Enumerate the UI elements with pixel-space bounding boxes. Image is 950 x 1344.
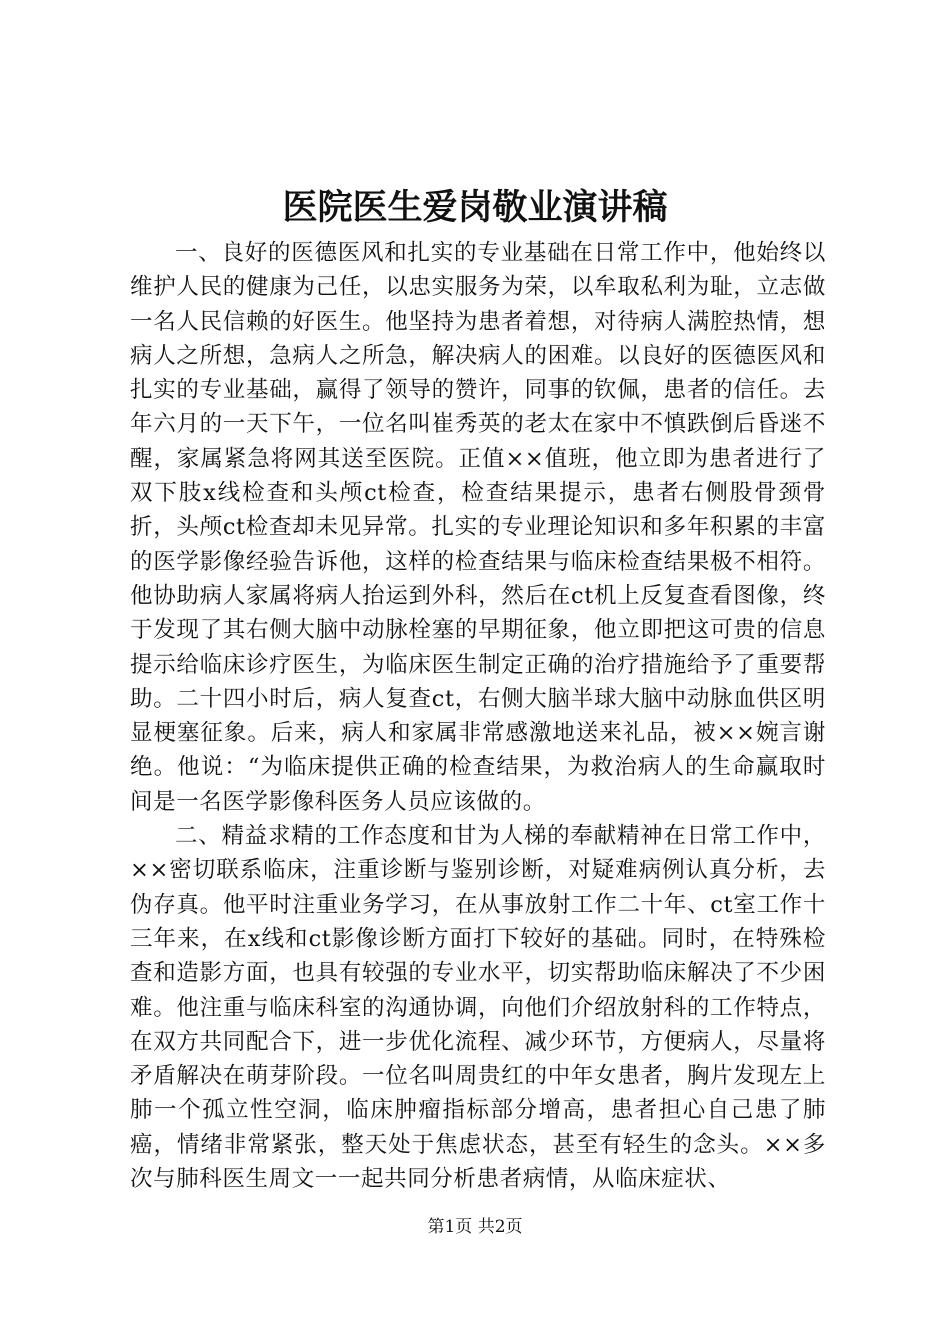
paragraph-2: 二、精益求精的工作态度和甘为人梯的奉献精神在日常工作中，××密切联系临床，注重诊断与鉴别诊断，对疑难病例认真分析，去伪存真。他平时注重业务学习，在从事放射工作二十年、ct室工作十三年来，在x线和ct影像诊断方面打下较好的基础。同时，在特殊检查和造影方面，也具有较强的专业水平，切实帮助临床解决了不少困难。他注重与临床科室的沟通协调，向他们介绍放射科的工作特点，在双方共同配合下，进一步优化流程、减少环节，方便病人，尽量将矛盾解决在萌芽阶段。一位名叫周贵红的中年女患者，胸片发现左上肺一个孤立性空洞，临床肿瘤指标部分增高，患者担心自己患了肺癌，情绪非常紧张，整天处于焦虑状态，甚至有轻生的念头。××多次与肺科医生周文一一起共同分析患者病情，从临床症状、: [130, 823, 826, 1193]
document-body: [130, 236, 826, 1196]
paragraph-1: 一、良好的医德医风和扎实的专业基础在日常工作中，他始终以维护人民的健康为己任，以忠实服务为荣，以牟取私利为耻，立志做一名人民信赖的好医生。他坚持为患者着想，对待病人满腔热情，想病人之所想，急病人之所急，解决病人的困难。以良好的医德医风和扎实的专业基础，赢得了领导的赞许，同事的钦佩，患者的信任。去年六月的一天下午，一位名叫崔秀英的老太在家中不慎跌倒后昏迷不醒，家属紧急将网其送至医院。正值××值班，他立即为患者进行了双下肢x线检查和头颅ct检查，检查结果提示，患者右侧股骨颈骨折，头颅ct检查却未见异常。扎实的专业理论知识和多年积累的丰富的医学影像经验告诉他，这样的检查结果与临床检查结果极不相符。他协助病人家属将病人抬运到外科，然后在ct机上反复查看图像，终于发现了其右侧大脑中动脉栓塞的早期征象，他立即把这可贵的信息提示给临床诊疗医生，为临床医生制定正确的治疗措施给予了重要帮助。二十四小时后，病人复查ct，右侧大脑半球大脑中动脉血供区明显梗塞征象。后来，病人和家属非常感激地送来礼品，被××婉言谢绝。他说：“为临床提供正确的检查结果，为救治病人的生命赢取时间是一名医学影像科医务人员应该做的。: [130, 240, 826, 815]
page-number-footer: 第1页 共2页: [427, 1217, 523, 1237]
document-title: 医院医生爱岗敬业演讲稿: [282, 187, 668, 228]
